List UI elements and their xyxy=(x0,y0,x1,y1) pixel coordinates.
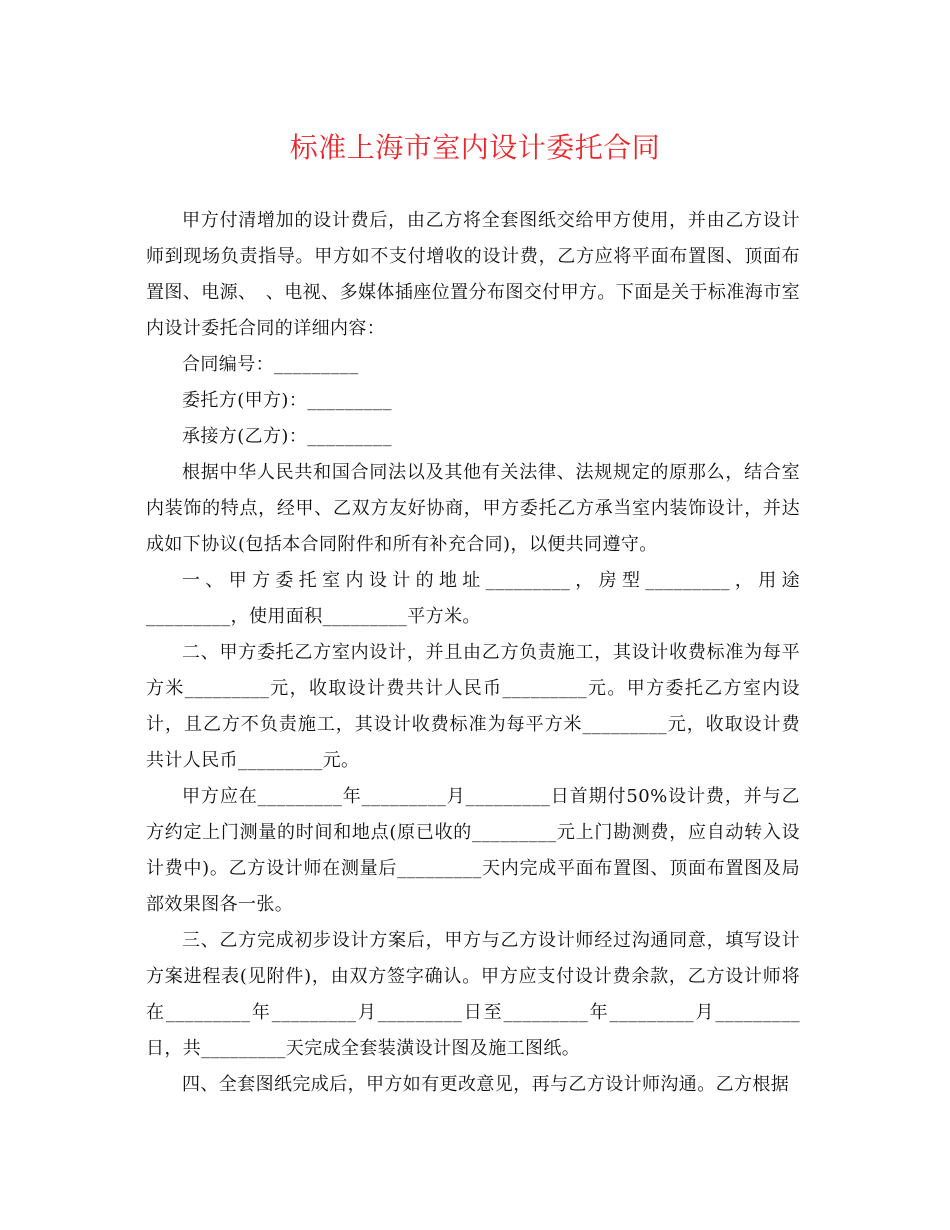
paragraph-clause-1: 一、甲方委托室内设计的地址_________，房型_________，用途_________，使用面积_________平方米。 xyxy=(146,570,800,627)
paragraph-clause-4: 四、全套图纸完成后，甲方如有更改意见，再与乙方设计师沟通。乙方根据 xyxy=(182,1074,790,1095)
paragraph-intro: 甲方付清增加的设计费后，由乙方将全套图纸交给甲方使用，并由乙方设计师到现场负责指导。甲方如不支付增收的设计费，乙方应将平面布置图、顶面布置图、电源、 、电视、多媒体插座位置分布图交付甲方。下面是关于标准海市室内设计委托合同的详细内容： xyxy=(146,210,800,339)
paragraph-party-b: 承接方(乙方)：_________ xyxy=(182,426,392,447)
paragraph-contract-number: 合同编号：_________ xyxy=(182,354,359,375)
paragraph-clause-3: 三、乙方完成初步设计方案后，甲方与乙方设计师经过沟通同意，填写设计方案进程表(见附件)，由双方签字确认。甲方应支付设计费余款，乙方设计师将在_________年_________月_________日至_________年_________月_________日，共_________天完成全套装潢设计图及施工图纸。 xyxy=(146,930,800,1059)
document-body xyxy=(146,203,800,1103)
paragraph-clause-2: 二、甲方委托乙方室内设计，并且由乙方负责施工，其设计收费标准为每平方米_________元，收取设计费共计人民币_________元。甲方委托乙方室内设计，且乙方不负责施工，其设计收费标准为每平方米_________元，收取设计费共计人民币_________元。 xyxy=(146,642,800,771)
document-title: 标准上海市室内设计委托合同 xyxy=(289,131,661,164)
paragraph-payment: 甲方应在_________年_________月_________日首期付50%设计费，并与乙方约定上门测量的时间和地点(原已收的_________元上门勘测费，应自动转入设计费中)。乙方设计师在测量后_________天内完成平面布置图、顶面布置图及局部效果图各一张。 xyxy=(146,786,800,915)
paragraph-party-a: 委托方(甲方)：_________ xyxy=(182,390,392,411)
paragraph-basis: 根据中华人民共和国合同法以及其他有关法律、法规规定的原那么，结合室内装饰的特点，经甲、乙双方友好协商，甲方委托乙方承当室内装饰设计，并达成如下协议(包括本合同附件和所有补充合同)，以便共同遵守。 xyxy=(146,462,800,555)
